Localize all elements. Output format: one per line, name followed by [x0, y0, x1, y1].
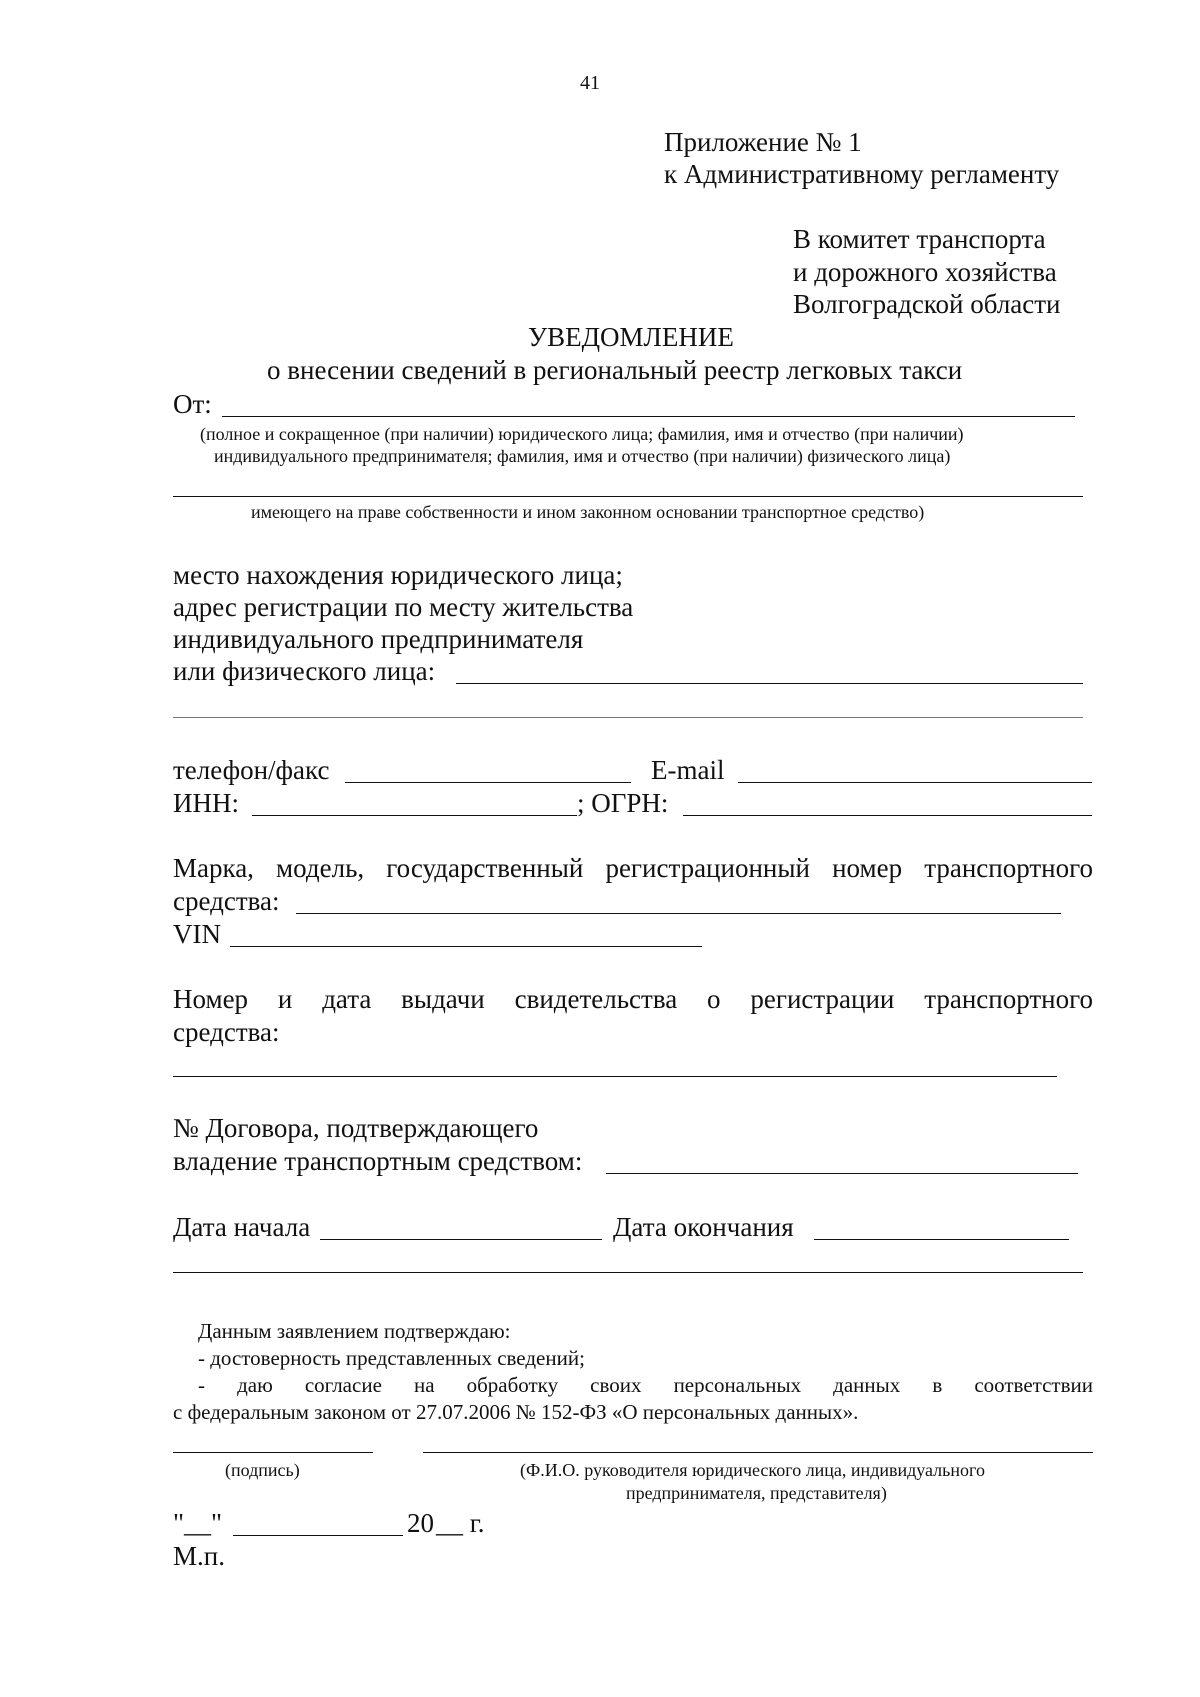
phone-label: телефон/факс	[173, 755, 330, 785]
contract-line2: владение транспортным средством:	[173, 1146, 583, 1176]
confirm-heading: Данным заявлением подтверждаю:	[198, 1319, 511, 1343]
confirm-item2-line1: - даю согласие на обработку своих персональных данных в соответствии	[198, 1373, 1093, 1397]
inn-field-line[interactable]	[252, 815, 577, 816]
appendix-line2: к Административному регламенту	[664, 159, 1060, 189]
end-date-field-line[interactable]	[814, 1239, 1069, 1240]
start-date-label: Дата начала	[173, 1212, 311, 1242]
signature-label: (подпись)	[225, 1460, 300, 1480]
from-label: От:	[173, 389, 212, 419]
fio-hint-line2: предпринимателя, представителя)	[626, 1483, 887, 1503]
document-title: УВЕДОМЛЕНИЕ	[528, 322, 734, 352]
stamp-place: М.п.	[173, 1541, 225, 1571]
appendix-line1: Приложение № 1	[664, 127, 862, 157]
from-hint-line2: индивидуального предпринимателя; фамилия, имя и отчество (при наличии) физического лица)	[214, 446, 951, 466]
address-line2: адрес регистрации по месту жительства	[173, 592, 634, 622]
from-hint-line1: (полное и сокращенное (при наличии) юридического лица; фамилия, имя и отчество (при наличии)	[200, 424, 964, 444]
certificate-text-line1: Номер и дата выдачи свидетельства о регистрации транспортного	[173, 984, 1093, 1014]
confirm-item1: - достоверность представленных сведений;	[198, 1346, 585, 1370]
certificate-field-line[interactable]	[173, 1076, 1057, 1077]
address-line1: место нахождения юридического лица;	[173, 560, 623, 590]
addressee-line2: и дорожного хозяйства	[793, 257, 1057, 287]
vin-label: VIN	[173, 919, 221, 949]
page-number: 41	[580, 72, 600, 94]
email-label: E-mail	[651, 755, 725, 785]
contract-field-line[interactable]	[606, 1173, 1078, 1174]
document-subtitle: о внесении сведений в региональный реестр легковых такси	[267, 355, 963, 385]
date-month-field-line[interactable]	[233, 1535, 403, 1536]
email-field-line[interactable]	[738, 782, 1092, 783]
signature-field-line[interactable]	[173, 1452, 373, 1453]
address-field-line2[interactable]	[173, 717, 1083, 718]
inn-label: ИНН:	[173, 788, 239, 818]
fio-field-line[interactable]	[423, 1452, 1093, 1453]
from-field-line2[interactable]	[173, 496, 1083, 497]
vehicle-text-line1: Марка, модель, государственный регистрационный номер транспортного	[173, 853, 1093, 883]
addressee-line3: Волгоградской области	[793, 289, 1061, 319]
date-year-prefix: 20	[407, 1508, 434, 1538]
end-date-label: Дата окончания	[613, 1212, 794, 1242]
fio-hint-line1: (Ф.И.О. руководителя юридического лица, индивидуального	[520, 1460, 985, 1480]
vehicle-field-line[interactable]	[296, 913, 1061, 914]
date-year-suffix: __ г.	[436, 1508, 485, 1538]
contract-line1: № Договора, подтверждающего	[173, 1113, 539, 1143]
from-hint-line3: имеющего на праве собственности и ином законном основании транспортное средство)	[251, 502, 925, 522]
vehicle-text-line2: средства:	[173, 886, 280, 916]
from-field-line[interactable]	[222, 416, 1075, 417]
addressee-line1: В комитет транспорта	[793, 224, 1046, 254]
date-day: "__"	[173, 1508, 223, 1538]
certificate-text-line2: средства:	[173, 1017, 280, 1047]
phone-field-line[interactable]	[345, 782, 631, 783]
dates-extra-line[interactable]	[173, 1272, 1083, 1273]
ogrn-label: ; ОГРН:	[577, 788, 669, 818]
address-line3: индивидуального предпринимателя	[173, 624, 584, 654]
vin-field-line[interactable]	[230, 946, 702, 947]
address-line4: или физического лица:	[173, 656, 436, 686]
address-field-line[interactable]	[456, 683, 1083, 684]
confirm-item2-line2: с федеральным законом от 27.07.2006 № 152-ФЗ «О персональных данных».	[173, 1400, 859, 1424]
start-date-field-line[interactable]	[320, 1239, 602, 1240]
ogrn-field-line[interactable]	[683, 815, 1092, 816]
